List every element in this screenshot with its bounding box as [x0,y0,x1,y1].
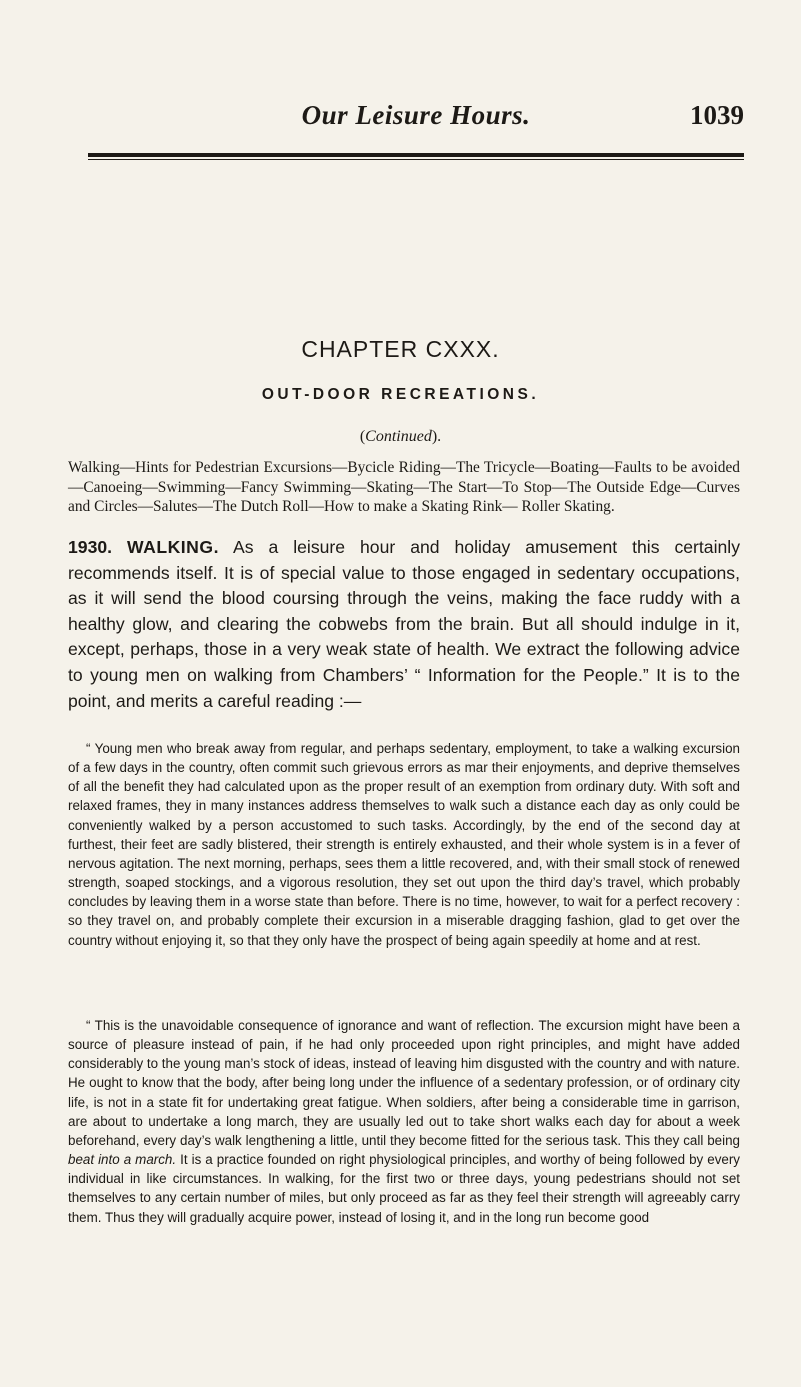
quote-2-italic: beat into a march. [68,1152,177,1168]
page-number: 1039 [690,100,744,130]
chapter-summary: Walking—Hints for Pedestrian Excursions—Bycicle Riding—The Tricycle—Boating—Faults to be avoided—Canoeing—Swimming—Fancy Swimming—Skating—The Start—To Stop—The Outside Edge—Curves and Circles—Salutes—The Dutch Roll—How to make a Skating Rink— Roller Skating. [68,459,740,516]
continued-text: Continued [365,428,432,445]
quote-2-text-before: “ This is the unavoidable consequence of ignorance and want of reflection. The excursion might have been a source of pleasure instead of pain, if he had only proceeded upon right principles, and might have added considerably to the young man’s stock of ideas, instead of leaving him disgusted with the country and with nature. He ought to know that the body, after being long under the influence of a sedentary profession, or of ordinary city life, is not in a state fit for undertaking great fatigue. When soldiers, after being a considerable time in garrison, are about to undertake a long march, they are usually led out to take short walks each day for about a week beforehand, every day’s walk lengthening a little, until they become fitted for the serious task. This they call being [68,1018,740,1148]
paragraph-heading: WALKING. [127,537,219,557]
paragraph-number: 1930. [68,537,113,557]
quote-paragraph-1: “ Young men who break away from regular, and perhaps sedentary, employment, to take a walking excursion of a few days in the country, often commit such grievous errors as mar their enjoyments, and deprive themselves of all the benefit they had calculated upon as the proper result of an exemption from ordinary duty. With soft and relaxed frames, they in many instances address themselves to walk such a distance each day as only could be conveniently walked by a person accustomed to such tasks. Accordingly, by the end of the second day at furthest, their feet are sadly blistered, their strength is entirely exhausted, and their whole system is in a fever of nervous agitation. The next morning, perhaps, sees them a little recovered, and, with their small stock of renewed strength, soaped stockings, and a vigorous resolution, they set out upon the third day’s travel, which probably concludes by leaving them in a worse state than before. There is no time, however, to wait for a perfect recovery : so they travel on, and probably complete their excursion in a miserable dragging fashion, glad to get over the country without enjoying it, so that they only have the prospect of being again speedily at home and at rest. [68,741,740,948]
intro-paragraph [68,535,740,714]
intro-text: As a leisure hour and holiday amusement this certainly recommends itself. It is of special value to those engaged in sedentary occupations, as it will send the blood coursing through the veins, making the face ruddy with a healthy glow, and clearing the cobwebs from the brain. But all should indulge in it, except, perhaps, those in a very weak state of health. We extract the following advice to young men on walking from Chambers’ “ Information for the People.” It is to the point, and merits a careful reading :— [68,537,740,711]
chapter-title: OUT-DOOR RECREATIONS. [261,386,540,403]
quote-2-text-after: It is a practice founded on right physiological principles, and worthy of being followed by every individual in like circumstances. In walking, for the first two or three days, young pedestrians should not set themselves to any certain number of miles, but only proceed as far as they feel their strength will agreeably carry them. Thus they will gradually acquire power, instead of losing it, and in the long run become good [68,1152,740,1225]
continued-close: ). [431,428,442,445]
running-title: Our Leisure Hours. [301,100,531,130]
running-head [88,96,744,140]
continued-open: ( [359,428,366,445]
header-rule-thick [88,153,744,157]
quote-paragraph-2 [68,1016,740,1227]
continued-note [0,428,801,446]
chapter-heading: CHAPTER CXXX. [301,336,500,362]
header-rule-thin [88,159,744,160]
